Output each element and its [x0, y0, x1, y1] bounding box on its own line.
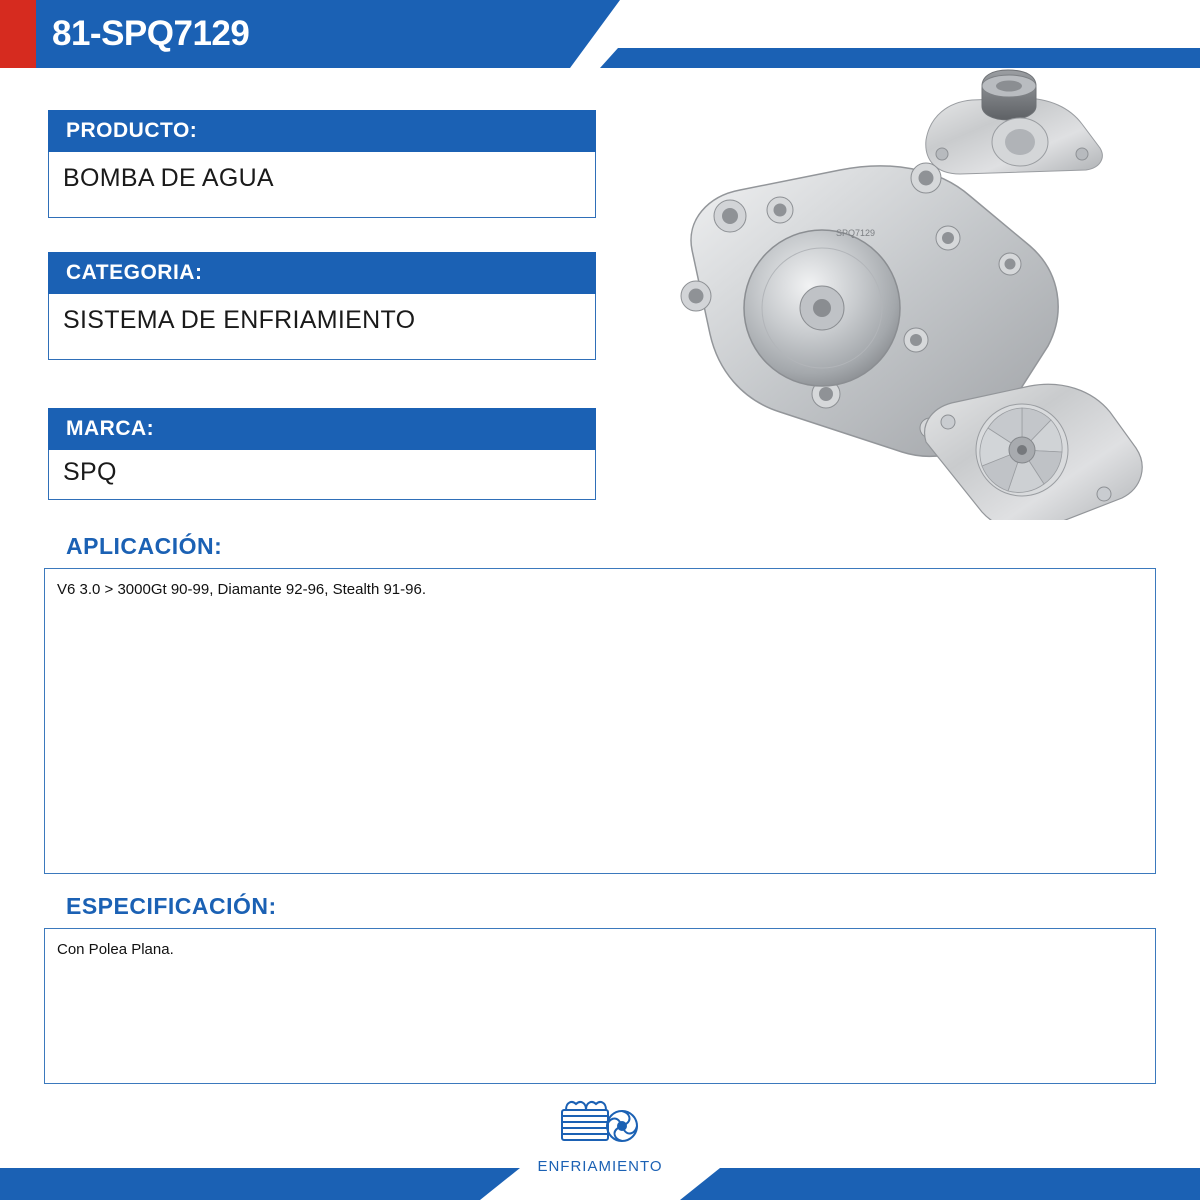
radiator-fan-icon [556, 1098, 644, 1150]
field-marca-value: SPQ [63, 458, 117, 486]
field-producto [48, 110, 596, 218]
aplicacion-box [44, 568, 1156, 874]
field-marca-label: MARCA: [48, 408, 596, 450]
field-categoria-value: SISTEMA DE ENFRIAMIENTO [63, 306, 416, 334]
especificacion-text: Con Polea Plana. [57, 941, 174, 958]
part-number-title: 81-SPQ7129 [52, 14, 250, 53]
field-categoria [48, 252, 596, 360]
field-marca [48, 408, 596, 500]
field-producto-value-box [48, 152, 596, 218]
especificacion-heading: ESPECIFICACIÓN: [66, 893, 277, 919]
field-producto-value: BOMBA DE AGUA [63, 164, 274, 192]
footer-label: ENFRIAMIENTO [537, 1158, 663, 1175]
header-red-accent [0, 0, 36, 68]
field-marca-value-box [48, 450, 596, 500]
field-categoria-label: CATEGORIA: [48, 252, 596, 294]
pump-top-view [926, 70, 1103, 174]
engraved-code: SPQ7129 [836, 228, 876, 238]
aplicacion-heading: APLICACIÓN: [66, 533, 223, 559]
product-image [630, 50, 1190, 520]
field-categoria-value-box [48, 294, 596, 360]
pump-impeller-view [925, 384, 1143, 520]
aplicacion-text: V6 3.0 > 3000Gt 90-99, Diamante 92-96, Stealth 91-96. [57, 581, 426, 598]
especificacion-box [44, 928, 1156, 1084]
field-producto-label: PRODUCTO: [48, 110, 596, 152]
